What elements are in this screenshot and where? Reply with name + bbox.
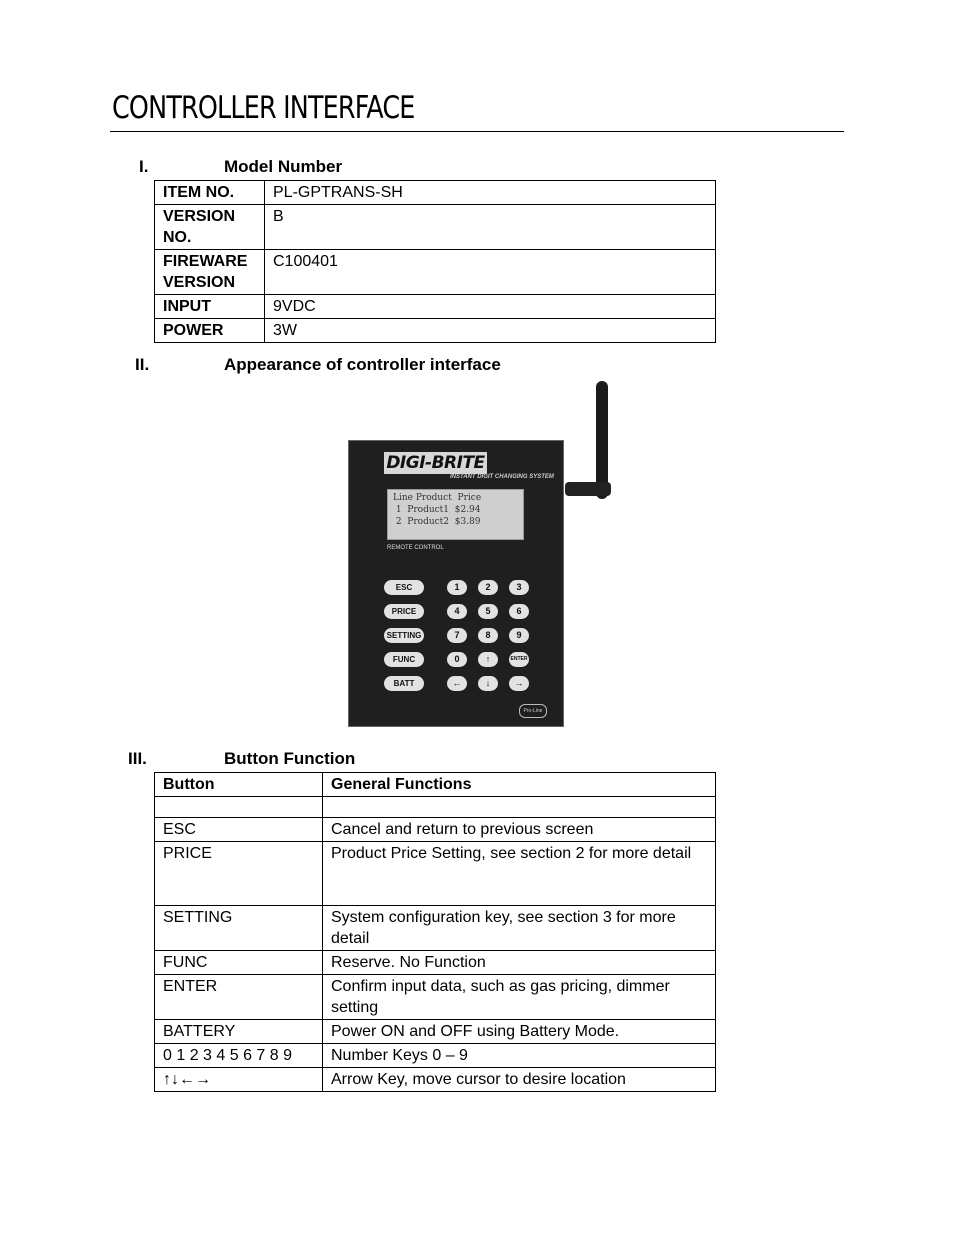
arrow-up-key: ↑ [478, 652, 498, 667]
table-row [155, 319, 716, 343]
table-row [155, 1068, 716, 1092]
battery-key: BATT [384, 676, 424, 691]
num-key-9: 9 [509, 628, 529, 643]
table-row [155, 205, 716, 250]
lcd-display [387, 489, 524, 540]
table-row [155, 1020, 716, 1044]
num-key-6: 6 [509, 604, 529, 619]
setting-key: SETTING [384, 628, 424, 643]
num-key-7: 7 [447, 628, 467, 643]
button-cell: FUNC [155, 951, 323, 975]
spec-key: POWER [155, 319, 265, 343]
lcd-line: 1 Product1 $2.94 [393, 505, 481, 515]
section-heading-model-number [0, 157, 954, 177]
table-row [155, 1044, 716, 1068]
model-number-table [154, 180, 716, 343]
price-key: PRICE [384, 604, 424, 619]
remote-control-label: REMOTE CONTROL [387, 545, 444, 551]
function-cell: Cancel and return to previous screen [323, 818, 716, 842]
function-cell: Product Price Setting, see section 2 for more detail [323, 842, 716, 906]
func-key: FUNC [384, 652, 424, 667]
button-cell: BATTERY [155, 1020, 323, 1044]
button-function-table [154, 772, 716, 1092]
section-label: Model Number [224, 157, 343, 176]
spec-value: C100401 [265, 250, 716, 295]
function-cell: Arrow Key, move cursor to desire location [323, 1068, 716, 1092]
table-row [155, 797, 716, 818]
spec-key: ITEM NO. [155, 181, 265, 205]
pro-line-logo: Pro-Line [519, 704, 547, 718]
button-cell [155, 797, 323, 818]
num-key-8: 8 [478, 628, 498, 643]
column-header: General Functions [323, 773, 716, 797]
table-row [155, 975, 716, 1020]
num-key-2: 2 [478, 580, 498, 595]
table-row [155, 951, 716, 975]
table-row [155, 295, 716, 319]
button-cell: 0 1 2 3 4 5 6 7 8 9 [155, 1044, 323, 1068]
title-divider [110, 131, 844, 132]
section-number: III. [128, 749, 147, 768]
arrow-right-key: → [509, 676, 529, 691]
spec-value: B [265, 205, 716, 250]
lcd-line: Line Product Price [393, 493, 482, 503]
button-cell: SETTING [155, 906, 323, 951]
arrow-down-key: ↓ [478, 676, 498, 691]
column-header: Button [155, 773, 323, 797]
spec-key: VERSION NO. [155, 205, 265, 250]
button-cell: ENTER [155, 975, 323, 1020]
table-row [155, 250, 716, 295]
function-cell [323, 797, 716, 818]
function-cell: Power ON and OFF using Battery Mode. [323, 1020, 716, 1044]
num-key-0: 0 [447, 652, 467, 667]
spec-value: 9VDC [265, 295, 716, 319]
spec-value: PL-GPTRANS-SH [265, 181, 716, 205]
esc-key: ESC [384, 580, 424, 595]
function-cell: System configuration key, see section 3 for more detail [323, 906, 716, 951]
section-label: Appearance of controller interface [224, 355, 501, 374]
num-key-3: 3 [509, 580, 529, 595]
table-header-row [155, 773, 716, 797]
section-label: Button Function [224, 749, 356, 768]
section-heading-button-function [0, 749, 954, 769]
table-row [155, 906, 716, 951]
brand-tagline: INSTANT DIGIT CHANGING SYSTEM [450, 474, 554, 480]
spec-key: INPUT [155, 295, 265, 319]
section-number: II. [135, 355, 150, 374]
button-cell: PRICE [155, 842, 323, 906]
spec-key: FIREWARE VERSION [155, 250, 265, 295]
function-cell: Confirm input data, such as gas pricing, dimmer setting [323, 975, 716, 1020]
table-row [155, 842, 716, 906]
lcd-line: 2 Product2 $3.89 [393, 517, 481, 527]
button-cell: ↑↓←→ [155, 1068, 323, 1092]
antenna-mount [565, 482, 611, 496]
num-key-1: 1 [447, 580, 467, 595]
function-cell: Reserve. No Function [323, 951, 716, 975]
num-key-5: 5 [478, 604, 498, 619]
table-row [155, 818, 716, 842]
arrow-left-key: ← [447, 676, 467, 691]
num-key-4: 4 [447, 604, 467, 619]
page-title: CONTROLLER INTERFACE [112, 90, 415, 126]
brand-logo: DIGI-BRITE [384, 452, 487, 474]
enter-key: ENTER [509, 652, 529, 667]
table-row [155, 181, 716, 205]
section-heading-appearance [0, 355, 954, 375]
spec-value: 3W [265, 319, 716, 343]
button-cell: ESC [155, 818, 323, 842]
function-cell: Number Keys 0 – 9 [323, 1044, 716, 1068]
section-number: I. [139, 157, 149, 176]
